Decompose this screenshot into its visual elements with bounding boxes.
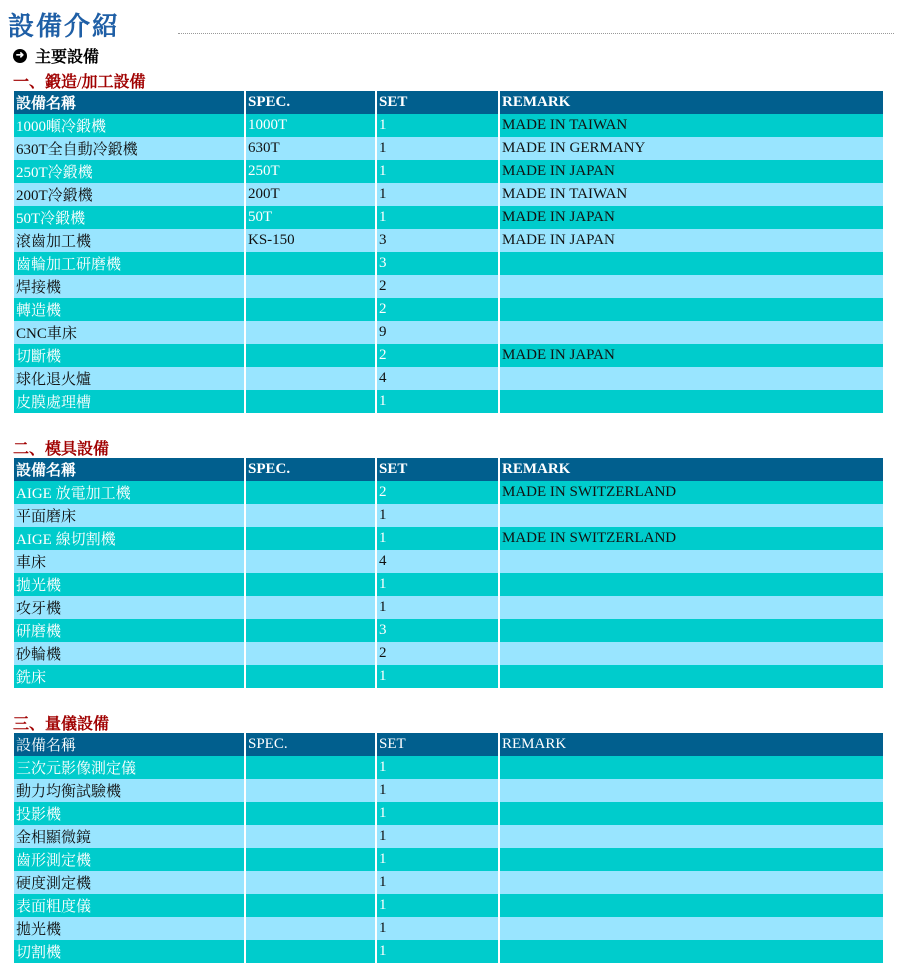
table-row (14, 550, 883, 573)
cell-equipment-name: 平面磨床 (14, 504, 245, 527)
cell-set: 1 (376, 160, 499, 183)
column-header-spec: SPEC. (245, 733, 376, 756)
cell-set: 1 (376, 665, 499, 688)
cell-set: 1 (376, 390, 499, 413)
cell-remark (499, 825, 883, 848)
table-row (14, 275, 883, 298)
cell-equipment-name: 車床 (14, 550, 245, 573)
table-row (14, 160, 883, 183)
cell-spec (245, 779, 376, 802)
cell-remark (499, 504, 883, 527)
cell-equipment-name: 齒輪加工研磨機 (14, 252, 245, 275)
table-row (14, 665, 883, 688)
cell-remark: MADE IN JAPAN (499, 344, 883, 367)
cell-spec (245, 367, 376, 390)
page-title: 設備介紹 (8, 12, 121, 42)
cell-spec (245, 481, 376, 504)
cell-spec (245, 573, 376, 596)
cell-remark (499, 917, 883, 940)
cell-set: 1 (376, 756, 499, 779)
mold-equipment-table (14, 458, 883, 688)
column-header-set: SET (376, 733, 499, 756)
cell-spec (245, 756, 376, 779)
table-row (14, 802, 883, 825)
table-row (14, 344, 883, 367)
cell-spec (245, 321, 376, 344)
table-row (14, 504, 883, 527)
cell-remark (499, 298, 883, 321)
cell-equipment-name: 攻牙機 (14, 596, 245, 619)
column-header-remark: REMARK (499, 733, 883, 756)
cell-set: 1 (376, 940, 499, 963)
table-row (14, 848, 883, 871)
cell-spec (245, 298, 376, 321)
cell-remark: MADE IN TAIWAN (499, 114, 883, 137)
cell-set: 1 (376, 848, 499, 871)
cell-remark: MADE IN TAIWAN (499, 183, 883, 206)
cell-remark (499, 390, 883, 413)
cell-remark (499, 848, 883, 871)
cell-equipment-name: AIGE 線切割機 (14, 527, 245, 550)
cell-set: 1 (376, 183, 499, 206)
cell-equipment-name: 金相顯微鏡 (14, 825, 245, 848)
cell-set: 1 (376, 504, 499, 527)
table-header-row (14, 458, 883, 481)
subtitle (13, 44, 99, 67)
cell-spec (245, 252, 376, 275)
cell-equipment-name: 250T冷鍛機 (14, 160, 245, 183)
table-row (14, 573, 883, 596)
cell-set: 1 (376, 825, 499, 848)
cell-equipment-name: CNC車床 (14, 321, 245, 344)
arrow-right-icon: ➜ (13, 49, 27, 63)
cell-spec: 250T (245, 160, 376, 183)
table-row (14, 940, 883, 963)
cell-equipment-name: 研磨機 (14, 619, 245, 642)
cell-spec (245, 275, 376, 298)
cell-remark (499, 550, 883, 573)
cell-equipment-name: 表面粗度儀 (14, 894, 245, 917)
table-row (14, 321, 883, 344)
cell-set: 2 (376, 481, 499, 504)
cell-equipment-name: 動力均衡試驗機 (14, 779, 245, 802)
cell-spec (245, 802, 376, 825)
cell-remark (499, 756, 883, 779)
cell-set: 2 (376, 298, 499, 321)
cell-spec: 1000T (245, 114, 376, 137)
table-row (14, 596, 883, 619)
cell-remark (499, 619, 883, 642)
table-header-row (14, 91, 883, 114)
cell-equipment-name: 切割機 (14, 940, 245, 963)
cell-spec (245, 344, 376, 367)
cell-equipment-name: 滾齒加工機 (14, 229, 245, 252)
section-title-forging: 一、鍛造/加工設備 (13, 74, 146, 91)
cell-remark (499, 871, 883, 894)
cell-equipment-name: AIGE 放電加工機 (14, 481, 245, 504)
table-row (14, 298, 883, 321)
column-header-remark: REMARK (499, 91, 883, 114)
cell-remark (499, 779, 883, 802)
table-row (14, 871, 883, 894)
cell-spec (245, 940, 376, 963)
cell-spec: KS-150 (245, 229, 376, 252)
cell-equipment-name: 硬度測定機 (14, 871, 245, 894)
cell-equipment-name: 拋光機 (14, 573, 245, 596)
cell-remark: MADE IN JAPAN (499, 160, 883, 183)
section-title-mold: 二、模具設備 (13, 441, 110, 458)
section-title-measuring: 三、量儀設備 (13, 716, 110, 733)
cell-remark (499, 573, 883, 596)
cell-equipment-name: 砂輪機 (14, 642, 245, 665)
cell-set: 2 (376, 275, 499, 298)
cell-remark: MADE IN SWITZERLAND (499, 527, 883, 550)
table-row (14, 779, 883, 802)
table-row (14, 619, 883, 642)
cell-spec (245, 596, 376, 619)
table-row (14, 390, 883, 413)
cell-set: 1 (376, 527, 499, 550)
title-divider (178, 33, 894, 34)
cell-set: 3 (376, 619, 499, 642)
cell-remark (499, 642, 883, 665)
column-header-name: 設備名稱 (14, 733, 245, 756)
cell-remark (499, 596, 883, 619)
cell-set: 1 (376, 573, 499, 596)
cell-equipment-name: 200T冷鍛機 (14, 183, 245, 206)
cell-spec (245, 642, 376, 665)
table-row (14, 917, 883, 940)
cell-equipment-name: 三次元影像測定儀 (14, 756, 245, 779)
cell-remark (499, 367, 883, 390)
cell-set: 1 (376, 894, 499, 917)
cell-equipment-name: 50T冷鍛機 (14, 206, 245, 229)
column-header-name: 設備名稱 (14, 458, 245, 481)
cell-spec: 630T (245, 137, 376, 160)
cell-spec (245, 550, 376, 573)
column-header-spec: SPEC. (245, 91, 376, 114)
column-header-set: SET (376, 91, 499, 114)
table-row (14, 481, 883, 504)
cell-remark: MADE IN SWITZERLAND (499, 481, 883, 504)
cell-set: 3 (376, 252, 499, 275)
cell-remark (499, 321, 883, 344)
cell-equipment-name: 焊接機 (14, 275, 245, 298)
cell-spec (245, 825, 376, 848)
forging-equipment-table (14, 91, 883, 413)
cell-equipment-name: 投影機 (14, 802, 245, 825)
cell-set: 1 (376, 917, 499, 940)
cell-equipment-name: 切斷機 (14, 344, 245, 367)
table-row (14, 527, 883, 550)
table-row (14, 894, 883, 917)
cell-spec (245, 527, 376, 550)
cell-spec (245, 894, 376, 917)
cell-set: 3 (376, 229, 499, 252)
column-header-set: SET (376, 458, 499, 481)
cell-remark (499, 940, 883, 963)
cell-remark: MADE IN GERMANY (499, 137, 883, 160)
cell-spec (245, 619, 376, 642)
cell-set: 2 (376, 344, 499, 367)
subtitle-label: 主要設備 (35, 49, 100, 66)
cell-set: 4 (376, 367, 499, 390)
cell-spec (245, 504, 376, 527)
table-row (14, 229, 883, 252)
cell-remark (499, 665, 883, 688)
cell-remark (499, 802, 883, 825)
cell-remark (499, 275, 883, 298)
cell-remark (499, 894, 883, 917)
cell-set: 2 (376, 642, 499, 665)
cell-equipment-name: 球化退火爐 (14, 367, 245, 390)
column-header-spec: SPEC. (245, 458, 376, 481)
cell-set: 1 (376, 114, 499, 137)
cell-spec: 50T (245, 206, 376, 229)
cell-spec (245, 390, 376, 413)
column-header-remark: REMARK (499, 458, 883, 481)
cell-equipment-name: 1000噸冷鍛機 (14, 114, 245, 137)
cell-set: 1 (376, 871, 499, 894)
measuring-equipment-table (14, 733, 883, 963)
table-row (14, 756, 883, 779)
cell-spec: 200T (245, 183, 376, 206)
column-header-name: 設備名稱 (14, 91, 245, 114)
cell-spec (245, 848, 376, 871)
cell-set: 4 (376, 550, 499, 573)
table-row (14, 367, 883, 390)
cell-spec (245, 665, 376, 688)
table-row (14, 252, 883, 275)
table-row (14, 825, 883, 848)
cell-set: 1 (376, 206, 499, 229)
table-row (14, 183, 883, 206)
cell-remark: MADE IN JAPAN (499, 229, 883, 252)
cell-equipment-name: 銑床 (14, 665, 245, 688)
table-header-row (14, 733, 883, 756)
cell-equipment-name: 630T全自動冷鍛機 (14, 137, 245, 160)
cell-equipment-name: 齒形測定機 (14, 848, 245, 871)
cell-remark: MADE IN JAPAN (499, 206, 883, 229)
cell-remark (499, 252, 883, 275)
table-row (14, 114, 883, 137)
table-row (14, 206, 883, 229)
cell-set: 1 (376, 596, 499, 619)
cell-spec (245, 871, 376, 894)
cell-set: 1 (376, 779, 499, 802)
cell-equipment-name: 轉造機 (14, 298, 245, 321)
cell-spec (245, 917, 376, 940)
cell-equipment-name: 皮膜處理槽 (14, 390, 245, 413)
table-row (14, 642, 883, 665)
cell-set: 9 (376, 321, 499, 344)
cell-equipment-name: 拋光機 (14, 917, 245, 940)
table-row (14, 137, 883, 160)
cell-set: 1 (376, 802, 499, 825)
cell-set: 1 (376, 137, 499, 160)
